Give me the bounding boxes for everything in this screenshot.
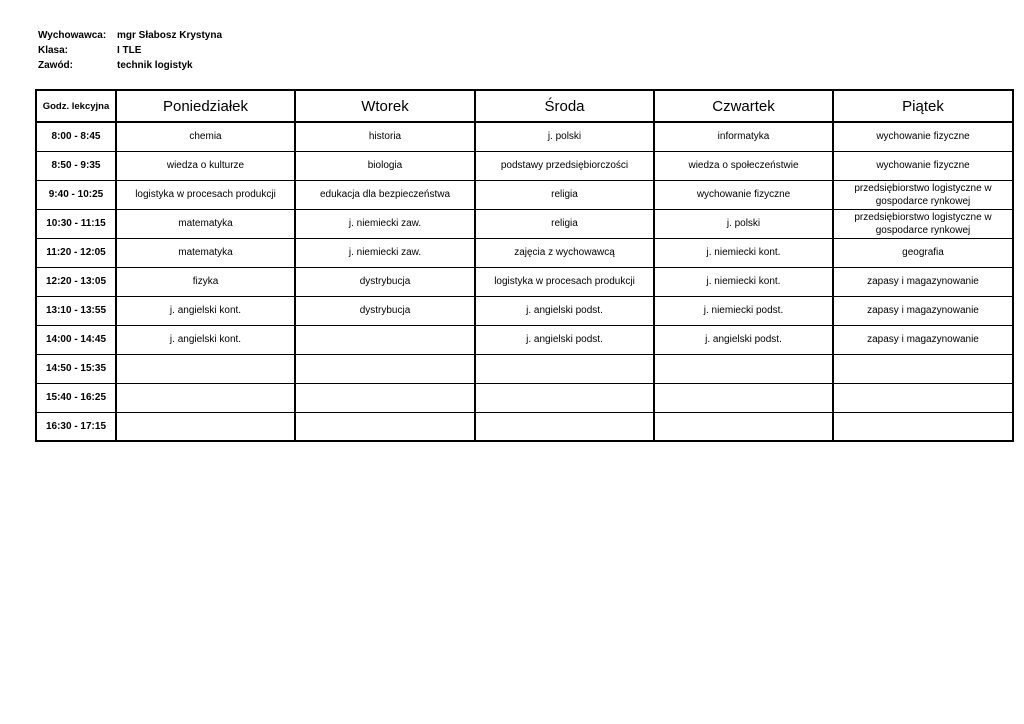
lesson-cell-friday: zapasy i magazynowanie: [833, 325, 1013, 354]
lesson-cell-friday: przedsiębiorstwo logistyczne w gospodarce rynkowej: [833, 180, 1013, 209]
day-header-wednesday: Środa: [475, 90, 654, 122]
timetable-row: [36, 383, 1013, 412]
lesson-cell-tuesday: [295, 354, 475, 383]
lesson-cell-monday: [116, 354, 295, 383]
lesson-cell-friday: [833, 354, 1013, 383]
lesson-cell-monday: j. angielski kont.: [116, 296, 295, 325]
lesson-cell-wednesday: zajęcia z wychowawcą: [475, 238, 654, 267]
teacher-value: mgr Słabosz Krystyna: [117, 30, 223, 41]
timetable-row: [36, 209, 1013, 238]
lesson-cell-monday: matematyka: [116, 209, 295, 238]
lesson-cell-wednesday: logistyka w procesach produkcji: [475, 267, 654, 296]
lesson-cell-friday: [833, 412, 1013, 441]
lesson-cell-tuesday: historia: [295, 122, 475, 151]
lesson-hour: 16:30 - 17:15: [36, 412, 116, 441]
lesson-cell-friday: [833, 383, 1013, 412]
day-header-thursday: Czwartek: [654, 90, 833, 122]
timetable-row: [36, 412, 1013, 441]
class-value: I TLE: [117, 45, 142, 56]
lesson-hour: 15:40 - 16:25: [36, 383, 116, 412]
lesson-cell-friday: wychowanie fizyczne: [833, 151, 1013, 180]
lesson-cell-tuesday: j. niemiecki zaw.: [295, 209, 475, 238]
timetable-body: [36, 122, 1013, 441]
lesson-cell-monday: logistyka w procesach produkcji: [116, 180, 295, 209]
lesson-cell-tuesday: [295, 412, 475, 441]
lesson-cell-tuesday: edukacja dla bezpieczeństwa: [295, 180, 475, 209]
lesson-cell-monday: j. angielski kont.: [116, 325, 295, 354]
lesson-cell-wednesday: religia: [475, 180, 654, 209]
lesson-cell-wednesday: religia: [475, 209, 654, 238]
timetable-row: [36, 151, 1013, 180]
lesson-cell-tuesday: j. niemiecki zaw.: [295, 238, 475, 267]
lesson-cell-tuesday: dystrybucja: [295, 267, 475, 296]
lesson-cell-thursday: [654, 383, 833, 412]
lesson-cell-wednesday: [475, 412, 654, 441]
lesson-cell-tuesday: [295, 325, 475, 354]
timetable-row: [36, 238, 1013, 267]
lesson-cell-wednesday: j. polski: [475, 122, 654, 151]
schedule-meta: [38, 28, 222, 73]
teacher-row: [38, 28, 222, 43]
lesson-cell-monday: matematyka: [116, 238, 295, 267]
lesson-cell-friday: zapasy i magazynowanie: [833, 296, 1013, 325]
lesson-cell-monday: fizyka: [116, 267, 295, 296]
timetable-row: [36, 296, 1013, 325]
lesson-hour: 13:10 - 13:55: [36, 296, 116, 325]
lesson-cell-monday: chemia: [116, 122, 295, 151]
timetable-row: [36, 180, 1013, 209]
lesson-cell-monday: [116, 383, 295, 412]
lesson-cell-monday: [116, 412, 295, 441]
timetable-row: [36, 122, 1013, 151]
day-header-monday: Poniedziałek: [116, 90, 295, 122]
lesson-cell-tuesday: biologia: [295, 151, 475, 180]
lesson-cell-friday: zapasy i magazynowanie: [833, 267, 1013, 296]
timetable: [35, 89, 1014, 442]
profession-value: technik logistyk: [117, 60, 193, 71]
lesson-hour: 14:50 - 15:35: [36, 354, 116, 383]
lesson-cell-tuesday: [295, 383, 475, 412]
timetable-row: [36, 354, 1013, 383]
lesson-cell-wednesday: j. angielski podst.: [475, 296, 654, 325]
lesson-cell-thursday: wychowanie fizyczne: [654, 180, 833, 209]
lesson-cell-thursday: wiedza o społeczeństwie: [654, 151, 833, 180]
lesson-cell-thursday: j. angielski podst.: [654, 325, 833, 354]
day-header-friday: Piątek: [833, 90, 1013, 122]
lesson-cell-friday: wychowanie fizyczne: [833, 122, 1013, 151]
lesson-hour: 14:00 - 14:45: [36, 325, 116, 354]
lesson-cell-thursday: [654, 412, 833, 441]
lesson-hour: 10:30 - 11:15: [36, 209, 116, 238]
teacher-label: Wychowawca:: [38, 30, 107, 41]
lesson-cell-wednesday: podstawy przedsiębiorczości: [475, 151, 654, 180]
lesson-cell-thursday: [654, 354, 833, 383]
class-label: Klasa:: [38, 45, 69, 56]
lesson-hour: 9:40 - 10:25: [36, 180, 116, 209]
hour-column-header: Godz. lekcyjna: [36, 90, 116, 122]
lesson-cell-wednesday: [475, 383, 654, 412]
lesson-hour: 8:00 - 8:45: [36, 122, 116, 151]
class-row: [38, 43, 222, 58]
lesson-cell-friday: przedsiębiorstwo logistyczne w gospodarce rynkowej: [833, 209, 1013, 238]
timetable-row: [36, 325, 1013, 354]
lesson-cell-tuesday: dystrybucja: [295, 296, 475, 325]
profession-row: [38, 58, 222, 73]
lesson-cell-thursday: j. niemiecki podst.: [654, 296, 833, 325]
lesson-hour: 8:50 - 9:35: [36, 151, 116, 180]
lesson-cell-thursday: j. polski: [654, 209, 833, 238]
lesson-hour: 12:20 - 13:05: [36, 267, 116, 296]
lesson-cell-thursday: j. niemiecki kont.: [654, 238, 833, 267]
lesson-cell-friday: geografia: [833, 238, 1013, 267]
profession-label: Zawód:: [38, 60, 73, 71]
lesson-hour: 11:20 - 12:05: [36, 238, 116, 267]
timetable-row: [36, 267, 1013, 296]
lesson-cell-thursday: informatyka: [654, 122, 833, 151]
day-header-tuesday: Wtorek: [295, 90, 475, 122]
lesson-cell-monday: wiedza o kulturze: [116, 151, 295, 180]
lesson-cell-wednesday: j. angielski podst.: [475, 325, 654, 354]
timetable-header-row: [36, 90, 1013, 122]
lesson-cell-wednesday: [475, 354, 654, 383]
lesson-cell-thursday: j. niemiecki kont.: [654, 267, 833, 296]
